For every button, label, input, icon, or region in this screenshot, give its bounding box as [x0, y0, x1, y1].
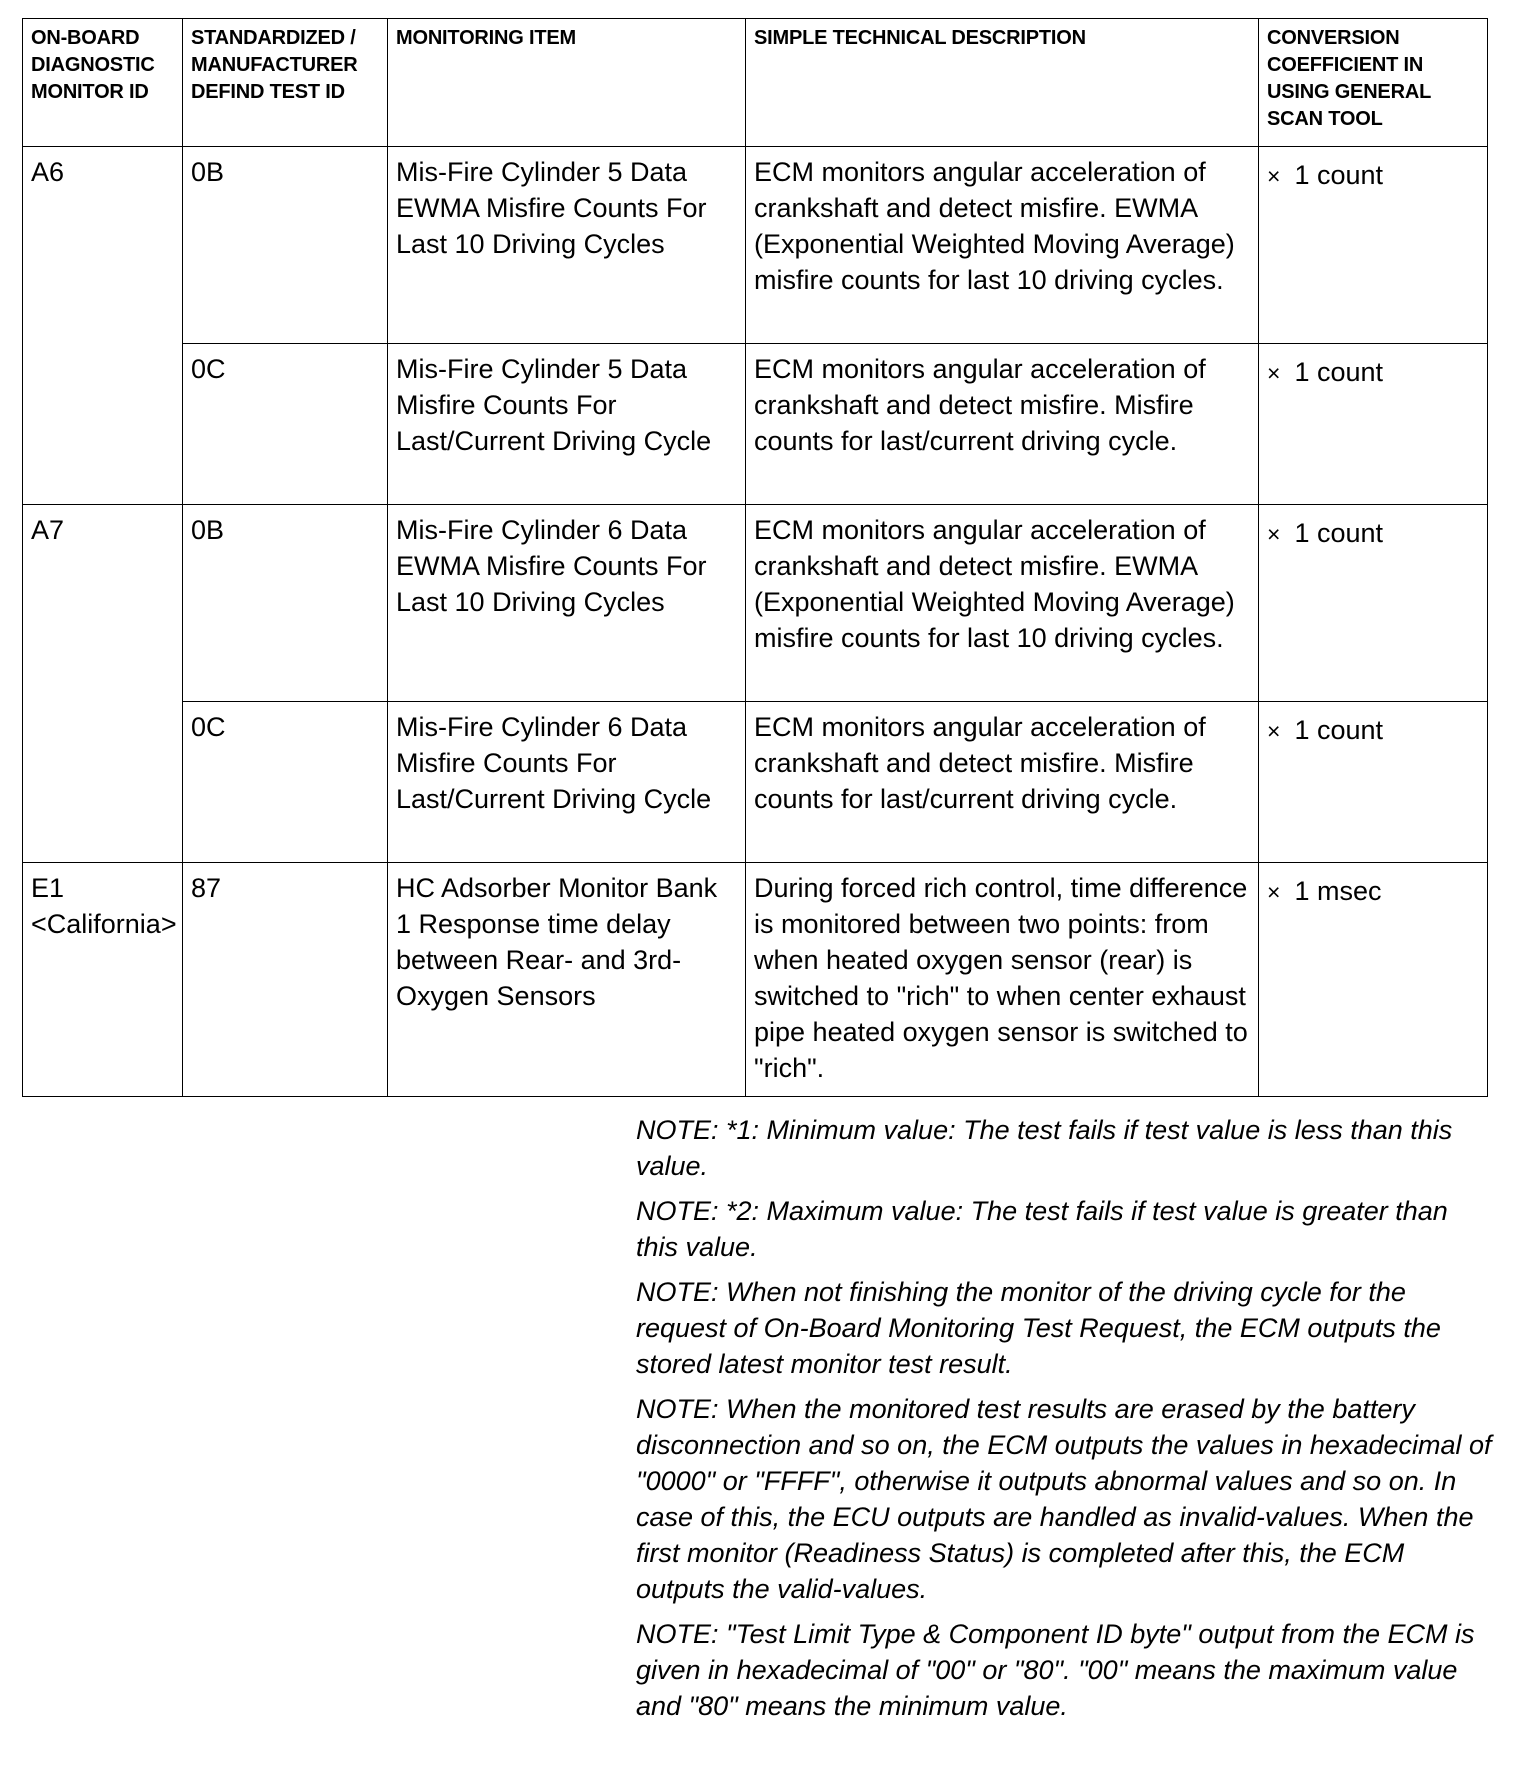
conversion-cell [1259, 344, 1488, 505]
table-row [23, 344, 1488, 505]
conversion-cell [1259, 863, 1488, 1097]
table-header-row [23, 19, 1488, 147]
note-test-limit-type: NOTE: "Test Limit Type & Component ID byte" output from the ECM is given in hexadecimal of "00" or "80". "00" means the maximum value and "80" means the minimum value. [636, 1619, 1475, 1721]
description-cell: ECM monitors angular acceleration of crankshaft and detect misfire. EWMA (Exponential Weighted Moving Average) misfire counts for last 10 driving cycles. [746, 505, 1259, 702]
conversion-value: 1 count [1294, 518, 1384, 548]
conversion-value: 1 count [1294, 160, 1384, 190]
header-test-id: STANDARDIZED / MANUFACTURER DEFIND TEST ID [183, 19, 388, 147]
conversion-value: 1 count [1294, 357, 1384, 387]
multiply-symbol: × [1267, 163, 1281, 189]
test-id-cell: 87 [183, 863, 388, 1097]
header-monitoring-item: MONITORING ITEM [388, 19, 746, 147]
note-maximum-value: NOTE: *2: Maximum value: The test fails if test value is greater than this value. [636, 1196, 1448, 1262]
monitoring-item-cell: Mis-Fire Cylinder 6 Data EWMA Misfire Counts For Last 10 Driving Cycles [388, 505, 746, 702]
test-id-cell: 0C [183, 702, 388, 863]
monitor-id-cell: A7 [23, 505, 183, 863]
table-row [23, 147, 1488, 344]
description-cell: ECM monitors angular acceleration of crankshaft and detect misfire. Misfire counts for last/current driving cycle. [746, 344, 1259, 505]
description-cell: ECM monitors angular acceleration of crankshaft and detect misfire. EWMA (Exponential Weighted Moving Average) misfire counts for last 10 driving cycles. [746, 147, 1259, 344]
conversion-value: 1 count [1294, 715, 1384, 745]
test-id-cell: 0B [183, 505, 388, 702]
conversion-cell [1259, 702, 1488, 863]
conversion-value: 1 msec [1294, 876, 1382, 906]
monitoring-item-cell: HC Adsorber Monitor Bank 1 Response time delay between Rear- and 3rd-Oxygen Sensors [388, 863, 746, 1097]
header-description: SIMPLE TECHNICAL DESCRIPTION [746, 19, 1259, 147]
table-row [23, 505, 1488, 702]
monitor-id-cell: E1 <California> [23, 863, 183, 1097]
monitor-table [22, 18, 1488, 1097]
table-row [23, 702, 1488, 863]
note-unfinished-monitor: NOTE: When not finishing the monitor of the driving cycle for the request of On-Board Monitoring Test Request, the ECM outputs the stored latest monitor test result. [636, 1277, 1441, 1379]
monitoring-item-cell: Mis-Fire Cylinder 6 Data Misfire Counts For Last/Current Driving Cycle [388, 702, 746, 863]
table-row [23, 863, 1488, 1097]
test-id-cell: 0C [183, 344, 388, 505]
monitoring-item-cell: Mis-Fire Cylinder 5 Data Misfire Counts For Last/Current Driving Cycle [388, 344, 746, 505]
multiply-symbol: × [1267, 879, 1281, 905]
multiply-symbol: × [1267, 718, 1281, 744]
description-cell: During forced rich control, time difference is monitored between two points: from when heated oxygen sensor (rear) is switched to "rich" to when center exhaust pipe heated oxygen sensor is switched to "rich". [746, 863, 1259, 1097]
conversion-cell [1259, 147, 1488, 344]
description-cell: ECM monitors angular acceleration of crankshaft and detect misfire. Misfire counts for last/current driving cycle. [746, 702, 1259, 863]
header-conversion-coefficient: CONVERSION COEFFICIENT IN USING GENERAL SCAN TOOL [1259, 19, 1488, 147]
header-monitor-id: ON-BOARD DIAGNOSTIC MONITOR ID [23, 19, 183, 147]
conversion-cell [1259, 505, 1488, 702]
multiply-symbol: × [1267, 521, 1281, 547]
multiply-symbol: × [1267, 360, 1281, 386]
note-minimum-value: NOTE: *1: Minimum value: The test fails if test value is less than this value. [636, 1115, 1453, 1181]
monitoring-item-cell: Mis-Fire Cylinder 5 Data EWMA Misfire Counts For Last 10 Driving Cycles [388, 147, 746, 344]
notes-section [636, 1112, 1496, 1733]
test-id-cell: 0B [183, 147, 388, 344]
note-erased-results: NOTE: When the monitored test results are erased by the battery disconnection and so on, the ECM outputs the values in hexadecimal of "0000" or "FFFF", otherwise it outputs abnormal values and so on. In case of this, the ECU outputs are handled as invalid-values. When the first monitor (Readiness Status) is completed after this, the ECM outputs the valid-values. [636, 1394, 1492, 1604]
monitor-id-cell: A6 [23, 147, 183, 505]
